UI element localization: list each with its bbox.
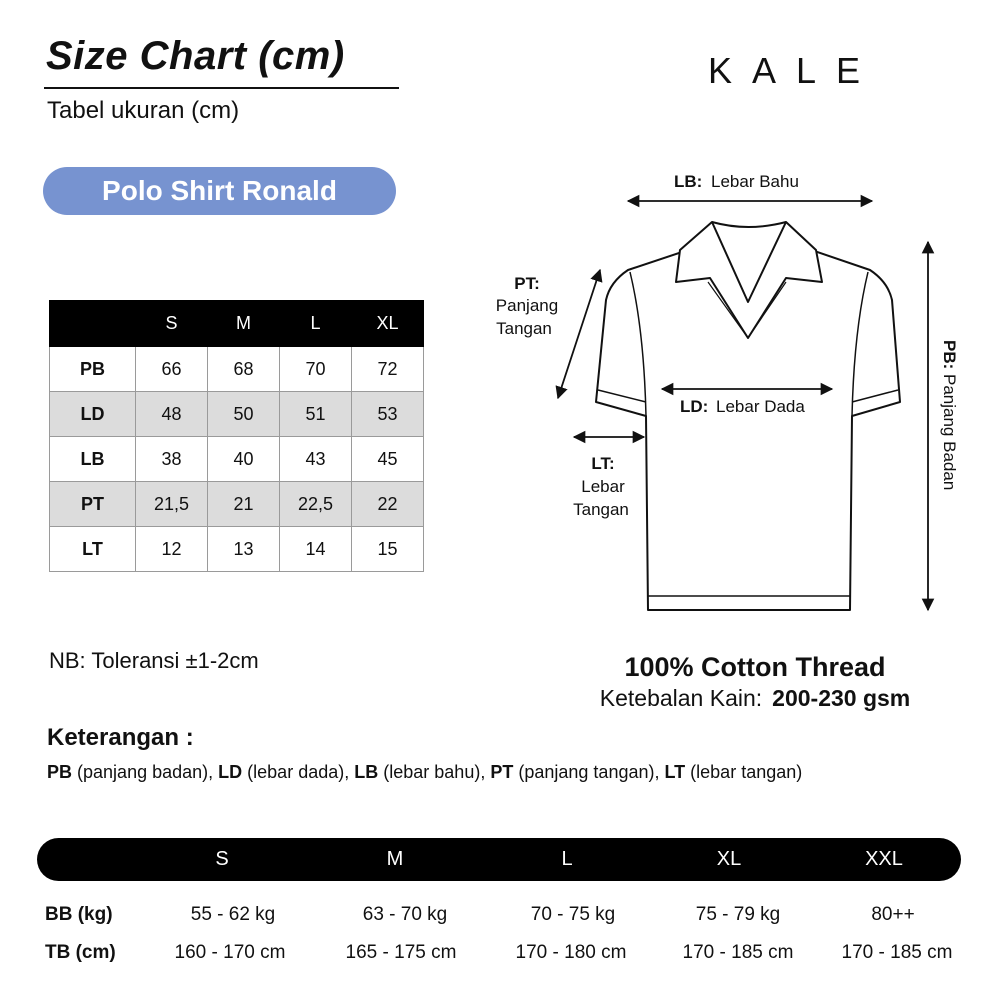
size-table-header [50, 301, 424, 347]
row-label: PT [50, 482, 136, 527]
table-cell: 70 - 75 kg [530, 904, 616, 925]
fabric-info [560, 652, 950, 712]
table-cell: 70 [280, 347, 352, 392]
table-cell: 45 [352, 437, 424, 482]
row-label: LT [50, 527, 136, 572]
table-cell: 50 [208, 392, 280, 437]
pt-arrow [558, 270, 600, 398]
body-height-row [0, 942, 1001, 972]
body-weight-row [0, 904, 1001, 934]
pt-label-line2: Tangan [496, 319, 552, 338]
size-table [49, 300, 424, 572]
pb-label: Panjang Badan [940, 374, 959, 491]
legend-code: LB [354, 762, 379, 782]
legend-code: PB [47, 762, 73, 782]
table-row [50, 392, 424, 437]
table-cell: 40 [208, 437, 280, 482]
size-col-m: M [208, 301, 280, 347]
table-row [50, 437, 424, 482]
body-weight-label: BB (kg) [45, 904, 113, 925]
legend-desc: (lebar bahu), [383, 762, 486, 782]
size-col-s: S [136, 301, 208, 347]
legend-code: LT [664, 762, 686, 782]
legend-desc: (panjang tangan), [518, 762, 660, 782]
legend-desc: (panjang badan), [77, 762, 214, 782]
legend-code: PT [490, 762, 514, 782]
table-cell: 53 [352, 392, 424, 437]
table-cell: 21,5 [136, 482, 208, 527]
ld-code: LD: [680, 397, 709, 416]
shirt-diagram [495, 160, 980, 630]
page-subtitle: Tabel ukuran (cm) [47, 97, 240, 124]
body-size-xxl: XXL [865, 848, 903, 870]
table-cell: 170 - 185 cm [682, 942, 794, 963]
legend-body [47, 762, 802, 783]
table-cell: 75 - 79 kg [695, 904, 781, 925]
lb-label: Lebar Bahu [711, 172, 799, 191]
table-cell: 63 - 70 kg [362, 904, 448, 925]
table-cell: 170 - 180 cm [515, 942, 627, 963]
legend-desc: (lebar tangan) [690, 762, 803, 782]
table-cell: 14 [280, 527, 352, 572]
lt-code: LT: [591, 454, 615, 473]
body-size-header [37, 838, 961, 881]
shirt-outline [596, 222, 900, 610]
row-label: LB [50, 437, 136, 482]
table-cell: 48 [136, 392, 208, 437]
table-cell: 43 [280, 437, 352, 482]
table-cell: 160 - 170 cm [174, 942, 286, 963]
table-cell: 80++ [871, 904, 915, 925]
size-table-corner [50, 301, 136, 347]
tolerance-note: NB: Toleransi ±1-2cm [49, 648, 259, 673]
table-cell: 21 [208, 482, 280, 527]
table-cell: 22 [352, 482, 424, 527]
legend-title: Keterangan : [47, 724, 194, 751]
table-cell: 66 [136, 347, 208, 392]
table-cell: 22,5 [280, 482, 352, 527]
table-cell: 72 [352, 347, 424, 392]
size-col-l: L [280, 301, 352, 347]
table-cell: 38 [136, 437, 208, 482]
body-size-l: L [561, 848, 573, 870]
table-cell: 170 - 185 cm [841, 942, 953, 963]
legend-code: LD [218, 762, 243, 782]
pt-code: PT: [514, 274, 540, 293]
row-label: PB [50, 347, 136, 392]
page-title: Size Chart (cm) [46, 34, 345, 78]
fabric-thickness-label: Ketebalan Kain: [599, 685, 763, 711]
table-row [50, 347, 424, 392]
ld-label: Lebar Dada [716, 397, 805, 416]
table-cell: 15 [352, 527, 424, 572]
legend-desc: (lebar dada), [247, 762, 350, 782]
table-cell: 165 - 175 cm [345, 942, 457, 963]
table-cell: 55 - 62 kg [190, 904, 276, 925]
table-cell: 68 [208, 347, 280, 392]
table-cell: 12 [136, 527, 208, 572]
pb-code: PB: [940, 340, 959, 370]
table-cell: 51 [280, 392, 352, 437]
fabric-thickness-value: 200-230 gsm [772, 685, 911, 711]
pt-label-line1: Panjang [495, 296, 559, 315]
body-size-m: M [386, 848, 404, 870]
product-name-badge: Polo Shirt Ronald [43, 167, 396, 215]
lt-label-line2: Tangan [573, 500, 629, 519]
title-underline [44, 87, 399, 89]
lt-label-line1: Lebar [581, 477, 625, 496]
lb-code: LB: [674, 172, 703, 191]
body-height-label: TB (cm) [45, 942, 116, 963]
table-row [50, 527, 424, 572]
fabric-material: 100% Cotton Thread [624, 652, 886, 682]
body-size-xl: XL [716, 848, 742, 870]
table-row [50, 482, 424, 527]
size-col-xl: XL [352, 301, 424, 347]
row-label: LD [50, 392, 136, 437]
brand-logo: KALE [708, 50, 881, 91]
fabric-thickness [560, 685, 950, 712]
table-cell: 13 [208, 527, 280, 572]
body-size-s: S [215, 848, 229, 870]
